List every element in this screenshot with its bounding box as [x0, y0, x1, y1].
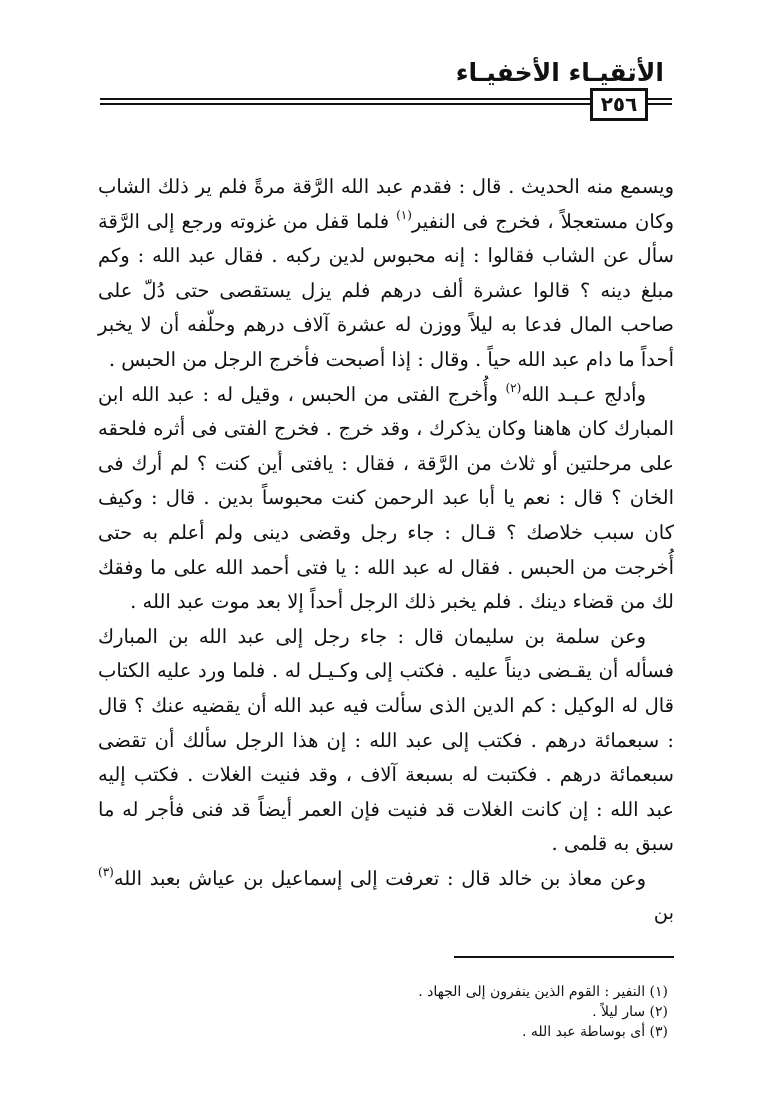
paragraph-3	[98, 620, 674, 862]
footnote-ref-2: (٢)	[505, 380, 522, 395]
paragraph-4	[98, 862, 674, 931]
footnote-2: (٢) سار ليلاً .	[592, 1004, 668, 1020]
footnote-ref-3: (٣)	[98, 864, 114, 879]
main-text	[98, 170, 674, 931]
footnote-ref-1: (١)	[396, 207, 412, 222]
paragraph-2	[98, 378, 674, 620]
running-title: الأتقيـاء الأخفيـاء	[455, 58, 664, 87]
footnote-1: (١) النفير : القوم الذين ينفرون إلى الجهاد .	[418, 984, 668, 1000]
header-tail-bottom	[648, 103, 672, 105]
footnote-separator	[454, 956, 674, 958]
header-rule-top	[100, 98, 590, 100]
header-tail-top	[648, 98, 672, 100]
text-segment: وأُخرج الفتى من الحبس ، وقيل له : عبد الله ابن المبارك كان هاهنا وكان يذكرك ، وقد خرج . فخرج الفتى فى أثره فلحقه على مرحلتين أو ثلاث من الرَّقة ، فقال : يافتى أين كنت ؟ لم أرك فى الخان ؟ قال : نعم يا أبا عبد الرحمن كنت محبوساً بدين . قال : وكيف كان سبب خلاصك ؟ قـال : جاء رجل وقضى دينى ولم أعلم به حتى أُخرجت من الحبس . فقال له عبد الله : يا فتى أحمد الله على ما وفقك لك من قضاء دينك . فلم يخبر ذلك الرجل أحداً إلا بعد موت عبد الله .	[98, 382, 674, 614]
text-segment: ويسمع منه الحديث . قال : فقدم عبد الله الرَّقة مرةً فلم ير ذلك الشاب وكان مستعجلاً ، فخرج فى النفير	[98, 175, 674, 233]
footnote-3: (٣) أى بوساطة عبد الله .	[521, 1024, 668, 1040]
text-segment: وعن سلمة بن سليمان قال : جاء رجل إلى عبد الله بن المبارك فسأله أن يقـضى ديناً عليه . فكتب إلى وكـيـل له . فلما ورد عليه الكتاب قال له الوكيل : كم الدين الذى سألت فيه عبد الله أن يقضيه عنك ؟ قال : سبعمائة درهم . فكتب إلى عبد الله : إن هذا الرجل سألك أن تقضى سبعمائة درهم . فكتبت له بسبعة آلاف ، وقد فنيت الغلات . فكتب إليه عبد الله : إن كانت الغلات قد فنيت فإن العمر أيضاً قد فنى فأجر له ما سبق به قلمى .	[98, 624, 674, 856]
text-segment: بن	[653, 901, 674, 925]
page-number: ٢٥٦	[590, 88, 648, 121]
paragraph-1	[98, 170, 674, 378]
text-segment: فلما قفل من غزوته ورجع إلى الرَّقة سأل عن الشاب فقالوا : إنه محبوس لدين ركبه . فقال عبد الله : وكم مبلغ دينه ؟ قالوا عشرة ألف درهم فلم يزل يستقصى حتى دُلّ على صاحب المال فدعا به ليلاً ووزن له عشرة آلاف درهم وحلّفه أن لا يخبر أحداً ما دام عبد الله حياً . وقال : إذا أصبحت فأخرج الرجل من الحبس .	[98, 209, 674, 371]
text-segment: وأدلج عـبـد الله	[521, 382, 646, 406]
header-rule-bottom	[100, 103, 590, 105]
footnotes	[308, 982, 668, 1042]
text-segment: وعن معاذ بن خالد قال : تعرفت إلى إسماعيل بن عياش بعبد الله	[113, 866, 646, 890]
